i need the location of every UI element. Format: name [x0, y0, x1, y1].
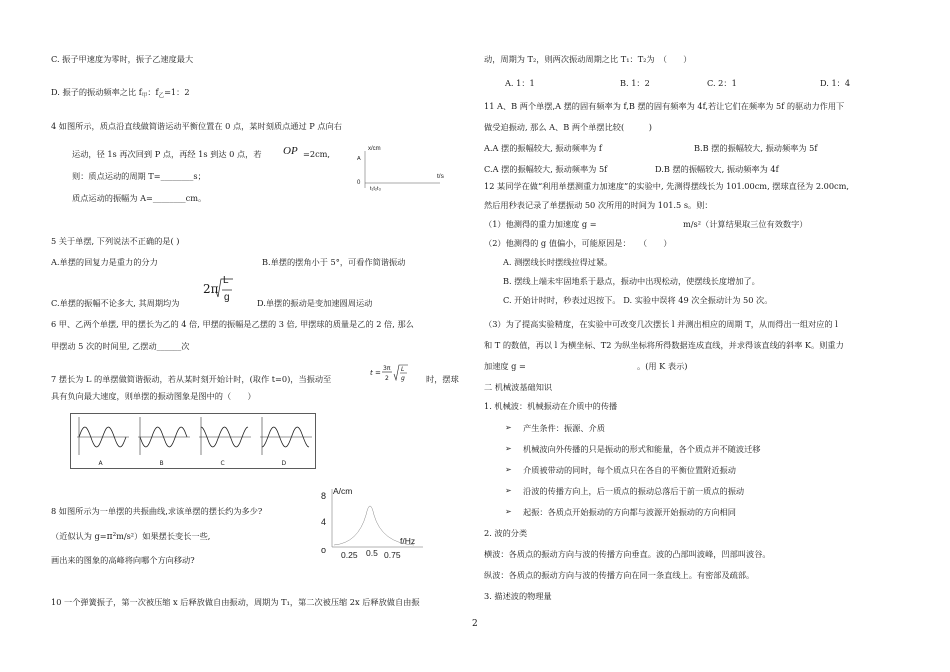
page-number: 2 [472, 619, 478, 629]
q5-L: L [223, 275, 229, 286]
q4-line4: 质点运动的振幅为 A=________cm。 [72, 193, 207, 203]
q10-option-d: D. 1：4 [820, 78, 851, 88]
bullet-arrow-icon: ➢ [505, 444, 512, 453]
q4-op-vector: OP [283, 145, 298, 157]
q7-graph-label: B [159, 460, 164, 467]
q10-option-a: A. 1：1 [505, 78, 535, 88]
q5-g: g [224, 292, 230, 303]
bullet-arrow-icon: ➢ [505, 486, 512, 495]
svg-text:t =: t = [370, 369, 381, 377]
svg-text:g: g [401, 375, 405, 382]
q11-line2: 做受迫振动, 那么 A、B 两个单摆比较( ) [484, 122, 652, 132]
q4-graph-axes [355, 148, 445, 193]
q8-x3: 0.75 [384, 550, 401, 560]
q4-fig-a: A [357, 156, 361, 162]
q3-option-c: C. 振子甲速度为零时，振子乙速度最大 [51, 54, 194, 64]
q12-sub3-line3a: 加速度 g = [484, 361, 526, 371]
q3-d-mid: ：f [147, 87, 159, 97]
q4-line2 [72, 150, 262, 158]
svg-text:3π: 3π [383, 365, 391, 372]
q8-fhz: f/Hz [400, 536, 416, 546]
q8-line2-b: m/s²）如果摆长变长一些, [116, 531, 211, 541]
q3-d-sub2: 乙 [158, 93, 165, 99]
q4-op-eq: =2cm, [303, 149, 331, 159]
section2-heading: 二 机械波基础知识 [484, 382, 553, 392]
q7-line2: 具有负向最大速度，则单摆的振动图象是图中的（ ） [51, 391, 256, 401]
q4-line2-text: 运动，径 1s 再次回到 P 点，再经 1s 到达 0 点，若 [72, 149, 262, 159]
q8-line3: 画出来的图象的高峰将向哪个方向移动? [51, 555, 195, 565]
q11-option-b: B.B 摆的振幅较大, 振动频率为 5f [694, 143, 818, 153]
q12-sub1-a: （1）他测得的重力加速度 g = [484, 219, 597, 229]
q5-sqrt-fraction [215, 275, 235, 305]
q7-graphs-frame [71, 414, 316, 469]
q12-sub1-b: m/s²（计算结果取三位有效数字） [683, 219, 808, 229]
q7-time-formula [368, 361, 418, 385]
q5-option-d: D.单摆的振动是变加速圆周运动 [257, 298, 373, 308]
q11-option-d: D.B 摆的振幅较大, 振动频率为 4f [655, 164, 779, 174]
q10-line1: 10 一个弹簧振子，第一次被压缩 x 后释放做自由振动，周期为 T₁，第二次被压缩 2x 后释放做自由振 [51, 597, 420, 607]
q11-option-c: C.A 摆的振幅较大, 振动频率为 5f [484, 164, 608, 174]
q12-option-b: B. 摆线上端未牢固地系于悬点，振动中出现松动，使摆线长度增加了。 [503, 276, 760, 286]
q3-option-d [51, 88, 190, 100]
bullet-5: 起振：各质点开始振动的方向都与波源开始振动的方向相同 [523, 507, 736, 517]
transverse-wave: 横波：各质点的振动方向与波的传播方向垂直。波的凸部叫波峰，凹部叫波谷。 [484, 549, 771, 559]
q8-acm: A/cm [333, 486, 353, 496]
q5-option-b: B.单摆的摆角小于 5°，可看作简谐振动 [262, 257, 406, 267]
q12-option-a: A. 测摆线长时摆线拉得过紧。 [503, 257, 613, 267]
q7-graph-group [77, 417, 312, 467]
section2-2: 2. 波的分类 [484, 528, 528, 538]
q11-line1: 11 A、B 两个单摆,A 摆的固有频率为 f,B 摆的固有频率为 4f,若让它们在频率为 5f 的驱动力作用下 [484, 101, 845, 111]
q10-option-c: C. 2：1 [707, 78, 737, 88]
q8-pi-sq: 2 [112, 532, 117, 538]
q7-graph-label: D [281, 460, 287, 467]
q8-pi: π [106, 532, 113, 542]
bullet-arrow-icon: ➢ [505, 423, 512, 432]
q7-graph-label: C [220, 460, 225, 467]
longitudinal-wave: 纵波：各质点的振动方向与波的传播方向在同一条直线上。有密部及疏部。 [484, 570, 755, 580]
q10-option-b: B. 1：2 [620, 78, 650, 88]
q7-vibration-graphs [70, 413, 316, 469]
q8-y8: 8 [321, 491, 327, 501]
q8-x2: 0.5 [366, 548, 378, 558]
q4-fig-ts: t/s [437, 173, 444, 180]
q12-sub3-line2: 和 T 的数值，再以 l 为横坐标、T2 为纵坐标将所得数据连成直线，并求得该直线的斜率 K。则重力 [484, 340, 844, 350]
q7-line1: 7 摆长为 L 的单摆做简谐振动，若从某时刻开始计时，(取作 t=0)，当振动至 [51, 374, 332, 384]
bullet-1: 产生条件：振源、介质 [523, 423, 605, 433]
q6-line1: 6 甲、乙两个单摆, 甲的摆长为乙的 4 倍, 甲摆的振幅是乙摆的 3 倍, 甲摆球的质量是乙的 2 倍, 那么 [51, 319, 414, 329]
q7-line1-end: 时，摆球 [426, 374, 459, 384]
bullet-arrow-icon: ➢ [505, 465, 512, 474]
q3-d-sub1: 甲 [141, 93, 148, 99]
section2-3: 3. 描述波的物理量 [484, 591, 552, 601]
q4-line3: 则：质点运动的周期 T=________s； [72, 171, 206, 181]
bullet-arrow-icon: ➢ [505, 507, 512, 516]
q5-option-a: A.单摆的回复力是重力的分力 [51, 257, 158, 267]
q8-line2 [51, 532, 210, 542]
q5-option-c: C.单摆的振幅不论多大, 其周期均为 [51, 298, 180, 308]
q8-line2-a: （近似认为 g= [51, 531, 107, 541]
q5-2pi: 2π [203, 282, 219, 296]
q8-line1: 8 如图所示为一单摆的共振曲线,求该单摆的摆长约为多少? [51, 506, 263, 516]
q6-line2: 甲摆动 5 次的时间里, 乙摆动______次 [51, 341, 190, 351]
q7-graph-label: A [98, 460, 103, 467]
q12-sub2: （2）他测得的 g 值偏小，可能原因是： （ ） [484, 238, 672, 248]
q12-line1: 12 某同学在做“利用单摆测重力加速度”的实验中, 先测得摆线长为 101.00cm, 摆球直径为 2.00cm, [484, 181, 850, 191]
q8-x1: 0.25 [341, 550, 358, 560]
svg-text:L: L [401, 366, 405, 373]
q8-y4: 4 [321, 517, 327, 527]
q12-sub3-line1: （3）为了提高实验精度，在实验中可改变几次摆长 l 并测出相应的周期 T，从而得出一组对应的 l [484, 319, 838, 329]
q8-resonance-curve [318, 485, 428, 555]
q4-fig-t: t₁t₂t₃ [370, 186, 381, 192]
bullet-3: 介质被带动的同时，每个质点只在各自的平衡位置附近振动 [523, 465, 736, 475]
section2-1: 1. 机械波：机械振动在介质中的传播 [484, 401, 618, 411]
q4-line1: 4 如图所示，质点沿直线做简谐运动平衡位置在 0 点，某时刻质点通过 P 点向右 [51, 121, 342, 131]
q3-d-post: =1：2 [164, 87, 190, 97]
bullet-2: 机械波向外传播的只是振动的形式和能量，各个质点并不随波迁移 [523, 444, 761, 454]
q5-stem: 5 关于单摆, 下列说法不正确的是( ) [51, 236, 180, 246]
q12-line2: 然后用秒表记录了单摆振动 50 次所用的时间为 101.5 s。则： [484, 200, 713, 210]
q8-origin: o [321, 545, 327, 555]
bullet-4: 沿波的传播方向上，后一质点的振动总落后于前一质点的振动 [523, 486, 745, 496]
q12-sub3-line3b: 。(用 K 表示) [637, 361, 688, 371]
q10-continued: 动，周期为 T₂，则两次振动周期之比 T₁：T₂为 （ ） [484, 54, 692, 64]
q4-fig-xcm: x/cm [368, 146, 381, 152]
q4-fig-0: 0 [357, 180, 361, 186]
q3-d-text: D. 振子的振动频率之比 f [51, 87, 142, 97]
q12-option-cd: C. 开始计时时，秒表过迟按下。 D. 实验中误将 49 次全振动计为 50 次。 [503, 295, 773, 305]
q11-option-a: A.A 摆的振幅较大, 振动频率为 f [484, 143, 602, 153]
svg-text:2: 2 [385, 375, 389, 382]
